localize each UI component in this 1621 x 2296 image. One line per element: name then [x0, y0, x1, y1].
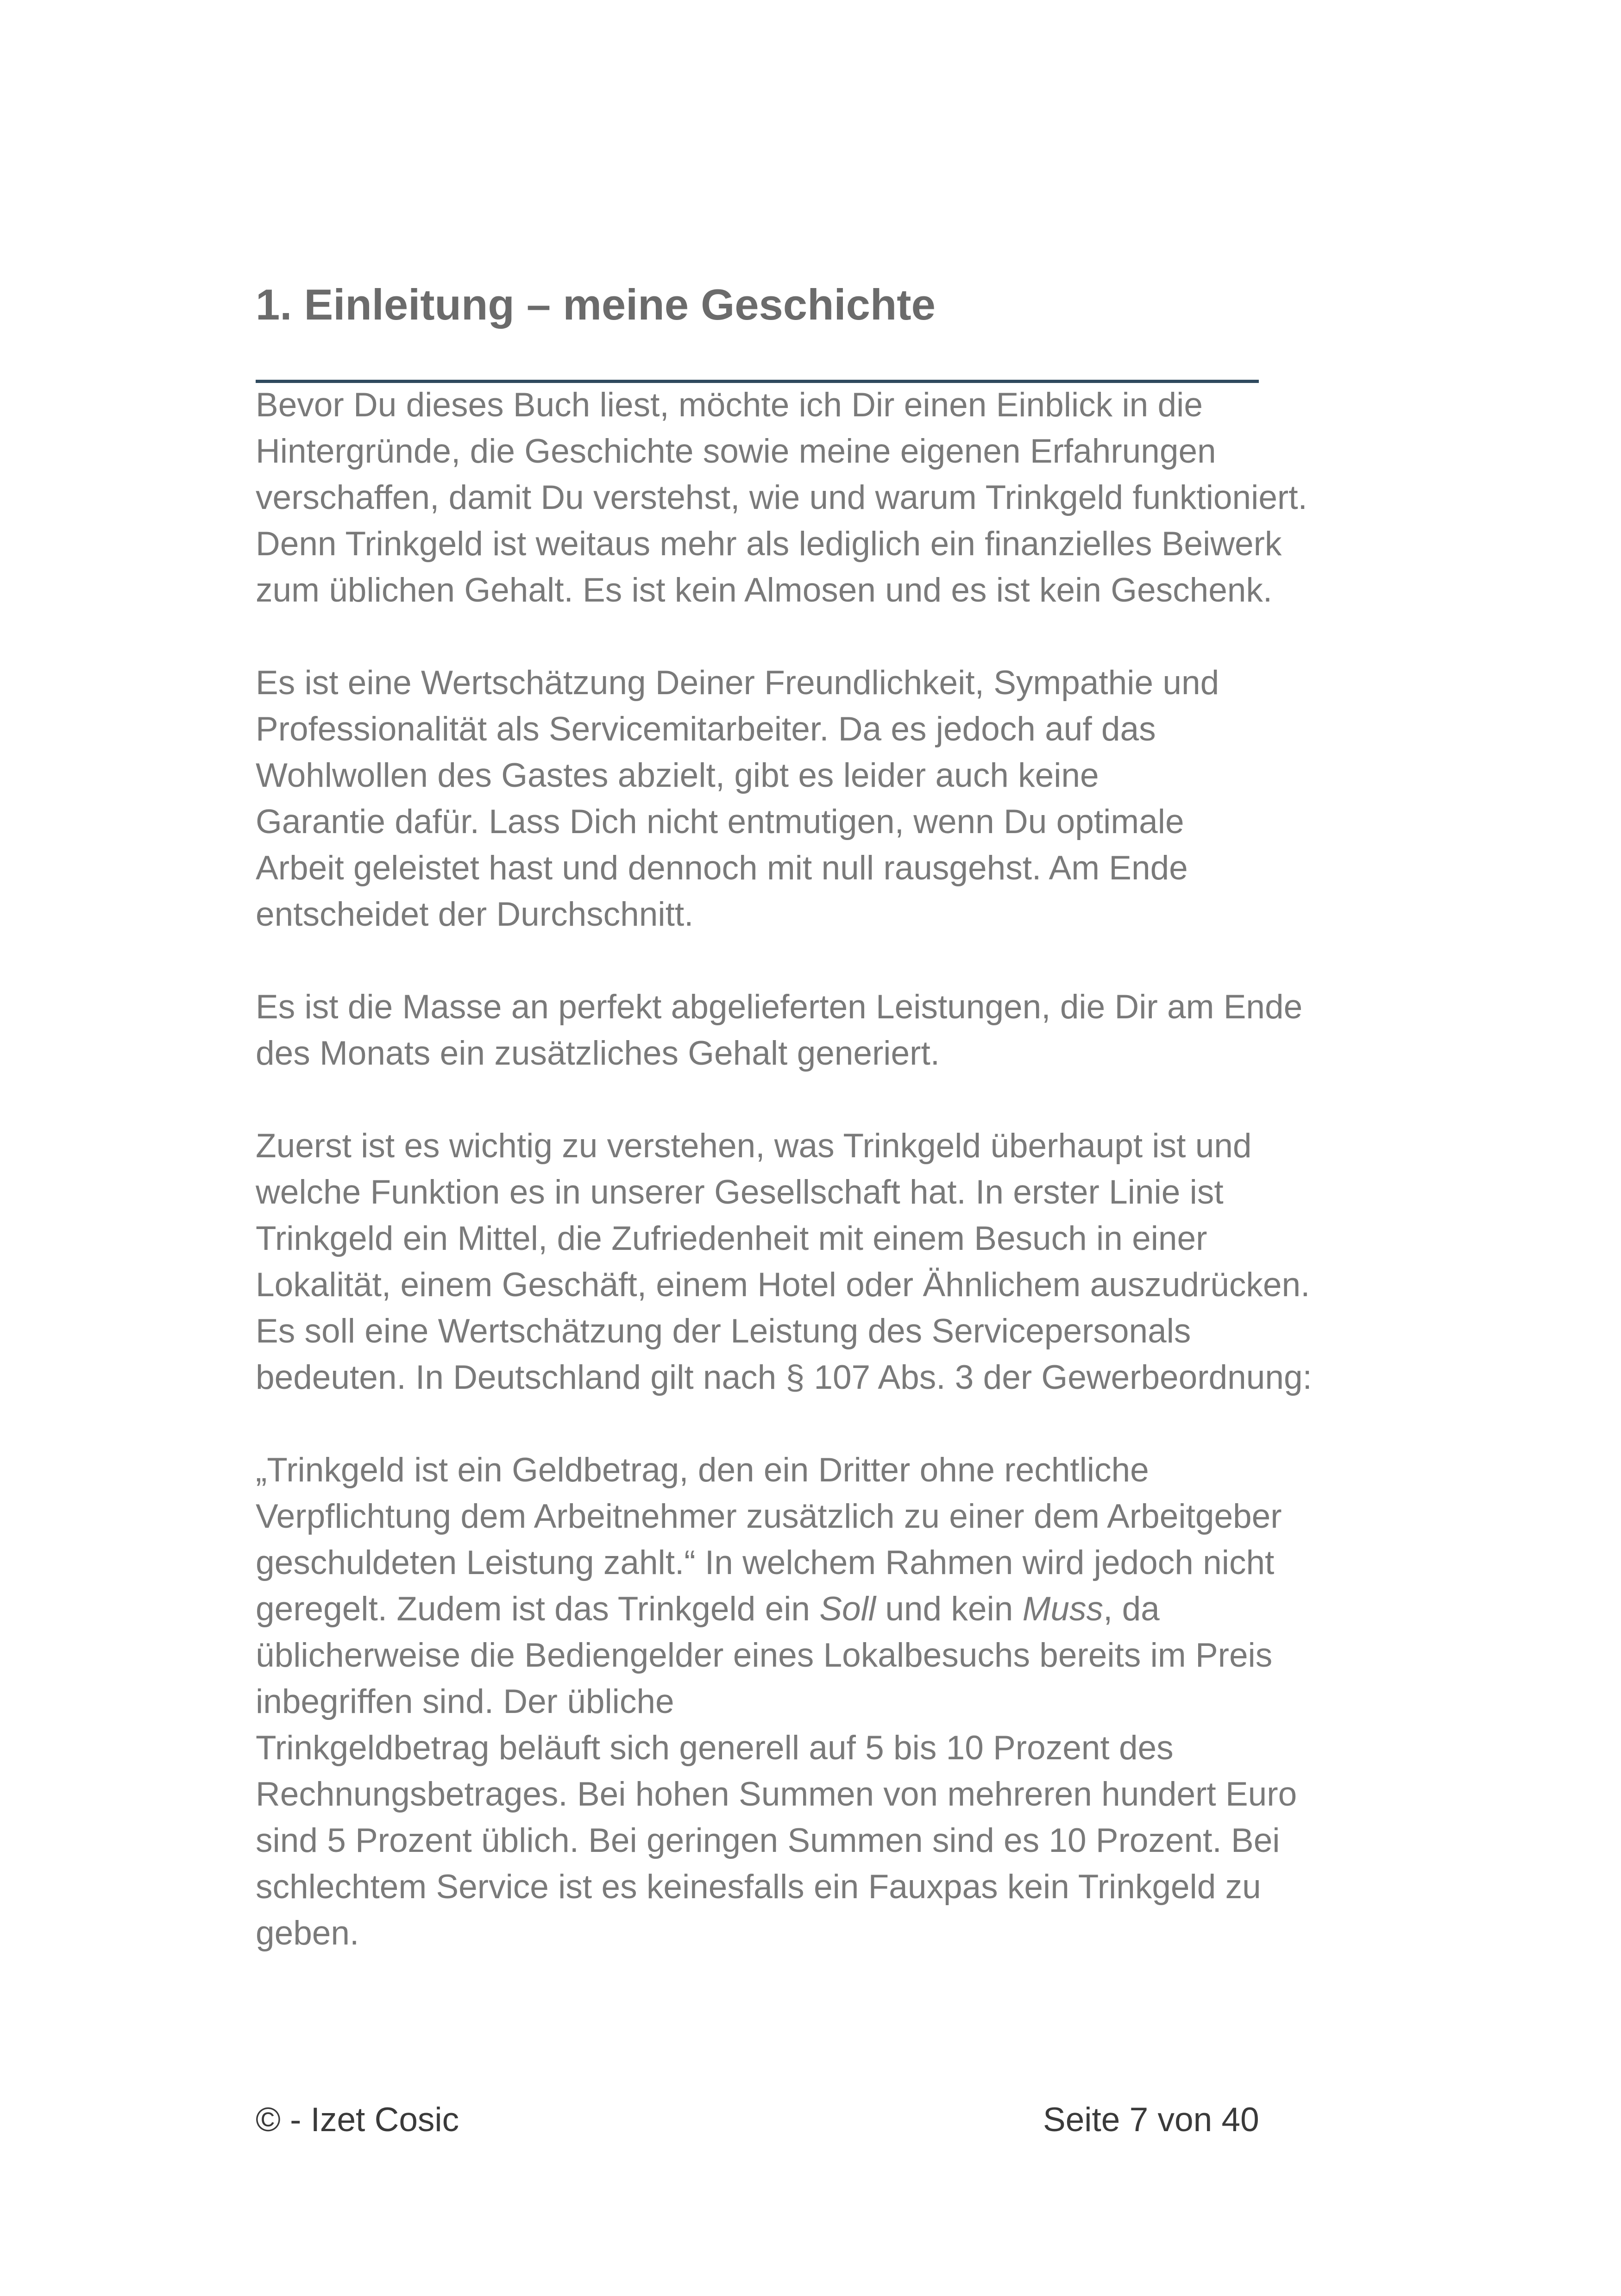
text-run: und kein [876, 1590, 1023, 1628]
text-line: Wohlwollen des Gastes abzielt, gibt es leider auch keine [256, 757, 1099, 794]
text-line: Es ist eine Wertschätzung Deiner Freundlichkeit, Sympathie und [256, 664, 1219, 702]
paragraph-5 [256, 1447, 1460, 1957]
text-line: welche Funktion es in unserer Gesellschaft hat. In erster Linie ist [256, 1173, 1224, 1211]
emphasis-soll: Soll [819, 1590, 876, 1628]
text-line: Rechnungsbetrages. Bei hohen Summen von mehreren hundert Euro [256, 1775, 1297, 1813]
text-line: Trinkgeld ein Mittel, die Zufriedenheit mit einem Besuch in einer [256, 1220, 1207, 1257]
text-line: des Monats ein zusätzliches Gehalt generiert. [256, 1035, 940, 1072]
text-line: zum üblichen Gehalt. Es ist kein Almosen und es ist kein Geschenk. [256, 571, 1273, 609]
text-line: sind 5 Prozent üblich. Bei geringen Summen sind es 10 Prozent. Bei [256, 1822, 1280, 1859]
text-line: schlechtem Service ist es keinesfalls ein Fauxpas kein Trinkgeld zu [256, 1868, 1261, 1906]
text-line: Verpflichtung dem Arbeitnehmer zusätzlich zu einer dem Arbeitgeber [256, 1498, 1282, 1535]
paragraph-4 [256, 1123, 1460, 1401]
footer-page-number: Seite 7 von 40 [1043, 2101, 1259, 2139]
paragraph-2 [256, 660, 1460, 938]
text-line: Denn Trinkgeld ist weitaus mehr als lediglich ein finanzielles Beiwerk [256, 525, 1282, 563]
text-line: Zuerst ist es wichtig zu verstehen, was Trinkgeld überhaupt ist und [256, 1127, 1252, 1165]
text-line: geben. [256, 1914, 359, 1952]
text-line: „Trinkgeld ist ein Geldbetrag, den ein Dritter ohne rechtliche [256, 1451, 1149, 1489]
text-line: geschuldeten Leistung zahlt.“ In welchem Rahmen wird jedoch nicht [256, 1544, 1275, 1581]
text-line: Professionalität als Servicemitarbeiter. Da es jedoch auf das [256, 710, 1156, 748]
text-line: Es soll eine Wertschätzung der Leistung des Servicepersonals [256, 1312, 1191, 1350]
text-run: geregelt. Zudem ist das Trinkgeld ein [256, 1590, 820, 1628]
paragraph-1 [256, 382, 1460, 614]
text-line-with-emphasis [256, 1586, 1460, 1632]
text-line: Garantie dafür. Lass Dich nicht entmutigen, wenn Du optimale [256, 803, 1184, 841]
text-line: inbegriffen sind. Der übliche [256, 1683, 674, 1720]
text-line: üblicherweise die Bediengelder eines Lokalbesuchs bereits im Preis [256, 1637, 1273, 1674]
text-line: Arbeit geleistet hast und dennoch mit null rausgehst. Am Ende [256, 849, 1188, 887]
text-line: Es ist die Masse an perfekt abgelieferten Leistungen, die Dir am Ende [256, 988, 1303, 1026]
emphasis-muss: Muss [1022, 1590, 1104, 1628]
text-line: Trinkgeldbetrag beläuft sich generell auf 5 bis 10 Prozent des [256, 1729, 1174, 1767]
paragraph-3 [256, 984, 1460, 1077]
chapter-body [256, 382, 1460, 2003]
text-line: Hintergründe, die Geschichte sowie meine eigenen Erfahrungen [256, 433, 1216, 470]
text-line: verschaffen, damit Du verstehst, wie und warum Trinkgeld funktioniert. [256, 479, 1307, 516]
text-line: Lokalität, einem Geschäft, einem Hotel oder Ähnlichem auszudrücken. [256, 1266, 1310, 1304]
text-line: bedeuten. In Deutschland gilt nach § 107 Abs. 3 der Gewerbeordnung: [256, 1359, 1312, 1396]
text-line: entscheidet der Durchschnitt. [256, 896, 694, 933]
text-run: , da [1103, 1590, 1160, 1628]
chapter-heading: 1. Einleitung – meine Geschichte [256, 280, 936, 329]
text-line: Bevor Du dieses Buch liest, möchte ich Dir einen Einblick in die [256, 386, 1203, 424]
footer-copyright: © - Izet Cosic [256, 2101, 459, 2139]
